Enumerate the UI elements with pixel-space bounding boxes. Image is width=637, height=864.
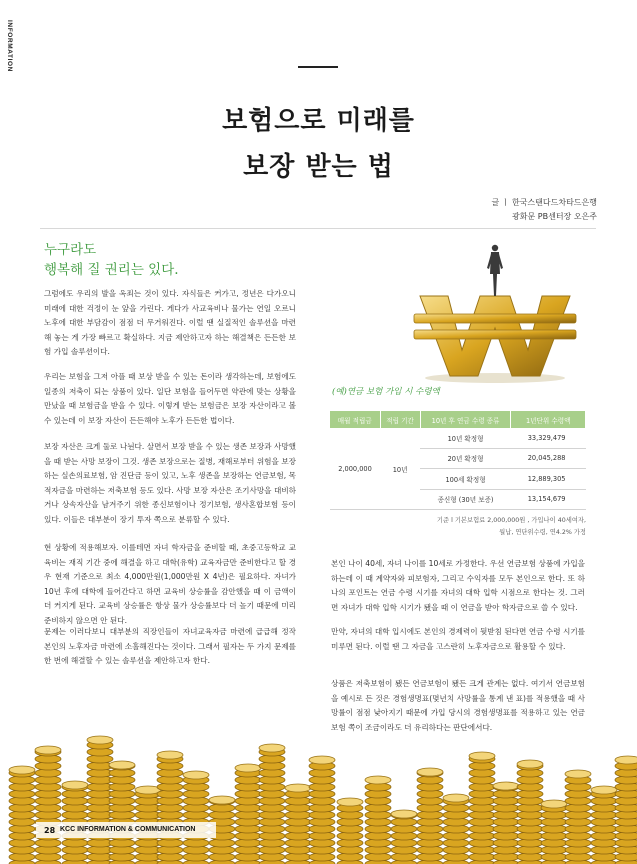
deposit-cell: 2,000,000 <box>330 428 380 510</box>
table-footnote-line-2: 월납, 연단위수령, 연4.2% 가정 <box>499 529 586 536</box>
coin-stack <box>235 764 261 864</box>
won-sign-bar-lower <box>414 330 576 339</box>
coin-stack <box>157 751 183 864</box>
byline-author-name: 광화문 PB센터장 오은주 <box>512 212 597 221</box>
figure-shadow <box>425 373 565 383</box>
won-sign-illustration <box>400 238 590 388</box>
coin-stack <box>109 761 135 864</box>
byline-author-org: 글 ㅣ 한국스탠다드차타드은행 <box>491 198 597 207</box>
left-paragraph-5: 문제는 이러다보니 대부분의 직장인들이 자녀교육자금 마련에 급급해 정작 본인의 노후자금 마련에 소홀해진다는 것이다. 그래서 필자는 두 가지 문제를 한 번에 해결할 수 있는 솔루션을 제안하고자 한다. <box>44 627 296 666</box>
coin-stack <box>541 800 567 864</box>
payout-type-cell: 100세 확정형 <box>420 469 511 490</box>
coin-stack <box>9 766 35 864</box>
payout-type-cell: 종신형 (30년 보증) <box>420 489 511 510</box>
magazine-name: KCC INFORMATION & COMMUNICATION <box>60 826 196 833</box>
table-header-row <box>330 411 586 428</box>
table-header-cell: 매월 적립금 <box>330 411 380 428</box>
coin-stack <box>259 744 285 864</box>
coin-stack <box>469 752 495 864</box>
won-symbol: ₩ <box>400 238 401 239</box>
title-top-rule <box>298 66 338 68</box>
coin-stack <box>493 782 519 864</box>
coin-stack <box>309 756 335 864</box>
left-paragraph-2: 우리는 보험을 그저 아플 때 보상 받을 수 있는 돈이라 생각하는데, 보험에도 일종의 저축이 되는 상품이 있다. 일단 보험을 들어두면 약관에 맞는 상황을 만났을 때 보험금을 받을 수 있다. 이렇게 받는 보험금은 보장 자산이라고 볼 수 있는데 이 보장 자산이 든든해야 노후가 든든한 법이다. <box>44 372 296 425</box>
section-side-label <box>2 20 16 100</box>
payout-amount-cell: 33,329,479 <box>511 428 586 448</box>
side-label-text: INFORMATION <box>6 20 13 72</box>
payout-amount-cell: 20,045,288 <box>511 448 586 469</box>
coin-stack <box>35 746 61 864</box>
page-title-line-1: 보험으로 미래를 <box>222 106 415 136</box>
coin-stack <box>517 760 543 864</box>
table-row <box>330 428 586 448</box>
subtitle-line-2: 행복해 질 권리는 있다. <box>44 262 179 278</box>
coin-stack <box>615 756 637 864</box>
payout-amount-cell: 12,889,305 <box>511 469 586 490</box>
payout-type-cell: 20년 확정형 <box>420 448 511 469</box>
coin-stack <box>417 768 443 864</box>
table-header-cell: 10년 후 연금 수령 종류 <box>420 411 511 428</box>
coin-stack <box>183 771 209 864</box>
table-footnote-line-1: 기준 l 기본보험료 2,000,000원 , 가입나이 40세여자, <box>436 517 586 524</box>
businessman-figure <box>487 245 503 296</box>
coin-stack <box>365 776 391 864</box>
left-paragraph-4: 현 상황에 적용해보자. 이를테면 자녀 학자금을 준비할 때, 초중고등학교 교육비는 재직 기간 중에 해결을 하고 대학(유학) 교육자금만 준비한다고 할 경우 현재 기준으로 최소 4,000만원(1,000만원 X 4년)은 필요하다. 자녀가 10년 후에 대학에 들어간다고 하면 교육비 상승률을 감안했을 때 이 금액이 더 커지게 된다. 교육비 상승률은 항상 물가 상승률보다 더 높기 때문에 미리 준비하지 않으면 안 된다. <box>44 543 296 625</box>
page-number: 28 <box>44 826 56 835</box>
annuity-payout-table <box>330 411 586 510</box>
table-header-cell: 1년단위 수령액 <box>511 411 586 428</box>
right-paragraph-1: 본인 나이 40세, 자녀 나이를 10세로 가정한다. 우선 연금보험 상품에 가입을 하는데 이 때 계약자와 피보험자, 그리고 수익자를 모두 본인으로 한다. 또 하나의 포인트는 연금 수령 시기를 자녀의 대학 입학 시점으로 한다는 것. 그러면 자녀가 대학 입학 시기가 됐을 때 이 연금을 받아 학자금으로 쓸 수 있다. <box>331 559 585 612</box>
coin-stack <box>591 786 617 864</box>
table-header-cell: 적립 기간 <box>380 411 420 428</box>
coin-stack <box>391 810 417 864</box>
left-paragraph-3: 보장 자산은 크게 둘로 나뉜다. 살면서 보장 받을 수 있는 생존 보장과 사망했을 때 받는 사망 보장이 그것. 생존 보장으로는 질병, 재해로부터 위험을 보장하는 실손의료보험, 암 진단금 등이 있고, 노후 생존을 보장하는 연금보험, 목적자금을 마련하는 저축보험 등도 있다. 사망 보장 자산은 조기사망을 대비하거나 상속자산을 남겨주기 위한 종신보험이나 정기보험, 생사혼합보험 등이 있다. 이들은 대부분이 장기 투자 쪽으로 분류할 수 있다. <box>44 442 296 524</box>
coin-stacks-illustration <box>0 730 637 864</box>
coin-stack <box>443 794 469 864</box>
won-sign-bar-upper <box>414 314 576 323</box>
left-paragraph-1: 그럼에도 우리의 발을 옥죄는 것이 있다. 자식들은 커가고, 정년은 다가오니 미래에 대한 걱정이 눈 앞을 가린다. 게다가 사교육비나 물가는 연일 오르니 노후에 대한 부담감이 점점 더 무거워진다. 이럴 땐 실질적인 솔루션을 마련해 놓는 게 가장 빠르고 확실하다. 지금 제안하고자 하는 해결책은 든든한 보험 가입 솔루션이다. <box>44 289 296 357</box>
page-title-line-2: 보장 받는 법 <box>243 152 394 182</box>
coin-stack <box>565 770 591 864</box>
coin-stack <box>285 784 311 864</box>
payout-type-cell: 10년 확정형 <box>420 428 511 448</box>
right-paragraph-3: 상품은 저축보험이 됐든 연금보험이 됐든 크게 관계는 없다. 여기서 연금보험을 예시로 든 것은 경험생명표(몇년치 사망률을 통계 낸 표)를 적용했을 때 사망률이 점점 낮아지기 때문에 가입 당시의 경험생명표를 적용하고 있는 연금보험 쪽이 조금이라도 더 유리하다는 판단에서다. <box>331 679 585 732</box>
coin-stack <box>337 798 363 864</box>
period-cell: 10년 <box>380 428 420 510</box>
right-paragraph-2: 만약, 자녀의 대학 입시에도 본인의 경제력이 뒷받침 된다면 연금 수령 시기를 미루면 된다. 이럴 땐 그 자금을 고스란히 노후자금으로 활용할 수 있다. <box>331 627 585 651</box>
table-title: (예)연금 보험 가입 시 수령액 <box>332 387 440 397</box>
header-divider <box>40 228 596 229</box>
payout-amount-cell: 13,154,679 <box>511 489 586 510</box>
subtitle-line-1: 누구라도 <box>44 242 97 258</box>
